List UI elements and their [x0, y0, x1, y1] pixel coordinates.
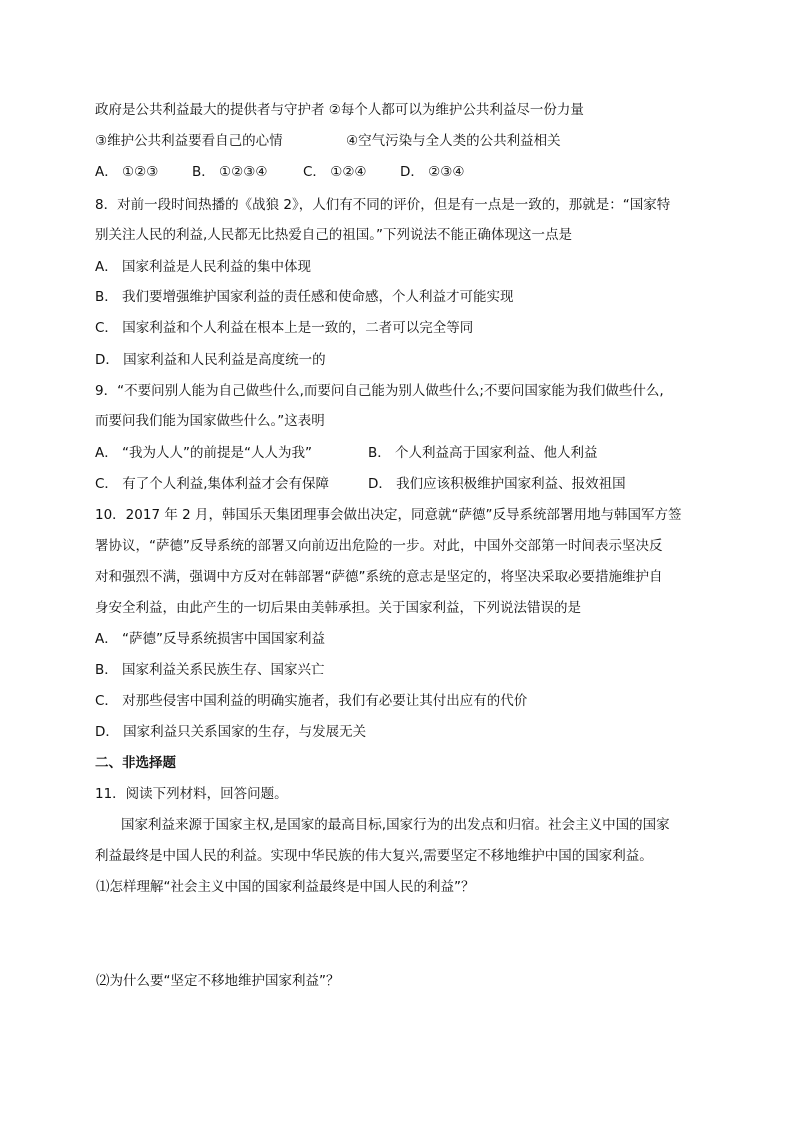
q10-stem-line4: 身安全利益，由此产生的一切后果由美韩承担。关于国家利益，下列说法错误的是 — [95, 600, 581, 616]
q8-option-b: B． 我们要增强维护国家利益的责任感和使命感，个人利益才可能实现 — [95, 289, 514, 305]
q10-option-b: B． 国家利益关系民族生存、国家兴亡 — [95, 662, 325, 678]
q10-stem-line1: 10．2017 年 2 月，韩国乐天集团理事会做出决定，同意就“萨德”反导系统部署用地与韩国军方签 — [95, 507, 682, 523]
q9-option-d: D． 我们应该积极维护国家利益、报效祖国 — [368, 476, 626, 492]
q10-option-c: C． 对那些侵害中国利益的明确实施者，我们有必要让其付出应有的代价 — [95, 693, 528, 709]
q9-stem-line2: 而要问我们能为国家做些什么。”这表明 — [95, 413, 325, 429]
q7-option-a: A． ①②③ — [95, 164, 159, 180]
q8-option-d: D． 国家利益和人民利益是高度统一的 — [95, 352, 326, 368]
q11-subquestion-2: ⑵为什么要“坚定不移地维护国家利益”？ — [96, 973, 340, 989]
q9-option-b: B． 个人利益高于国家利益、他人利益 — [368, 445, 598, 461]
q11-intro: 11．阅读下列材料，回答问题。 — [95, 786, 288, 802]
q10-option-d: D． 国家利益只关系国家的生存，与发展无关 — [95, 724, 367, 740]
q10-stem-line3: 对和强烈不满，强调中方反对在韩部署“萨德”系统的意志是坚定的，将坚决采取必要措施维护自 — [95, 569, 663, 585]
q11-material-line2: 利益最终是中国人民的利益。实现中华民族的伟大复兴,需要坚定不移地维护中国的国家利益。 — [95, 848, 653, 864]
q7-option-d: D． ②③④ — [400, 164, 465, 180]
q9-option-c: C． 有了个人利益,集体利益才会有保障 — [95, 476, 330, 492]
q10-stem-line2: 署协议，“萨德”反导系统的部署又向前迈出危险的一步。对此，中国外交部第一时间表示坚决反 — [95, 538, 663, 554]
q8-stem-line1: 8．对前一段时间热播的《战狼 2》，人们有不同的评价，但是有一点是一致的，那就是：“国家特 — [95, 197, 671, 213]
q7-option-c: C． ①②④ — [303, 164, 367, 180]
q9-option-a: A． “我为人人”的前提是“人人为我” — [95, 445, 313, 461]
q8-stem-line2: 别关注人民的利益,人民都无比热爱自己的祖国。”下列说法不能正确体现这一点是 — [95, 227, 573, 243]
q8-option-c: C． 国家利益和个人利益在根本上是一致的，二者可以完全等同 — [95, 320, 474, 336]
q11-material-line1: 国家利益来源于国家主权,是国家的最高目标,国家行为的出发点和归宿。社会主义中国的国家 — [121, 817, 670, 833]
q9-stem-line1: 9．“不要问别人能为自己做些什么,而要问自己能为别人做些什么;不要问国家能为我们做些什么, — [95, 383, 664, 399]
section-heading-non-choice: 二、非选择题 — [95, 755, 176, 771]
q10-option-a: A． “萨德”反导系统损害中国国家利益 — [95, 631, 326, 647]
q11-subquestion-1: ⑴怎样理解“社会主义中国的国家利益最终是中国人民的利益”？ — [96, 879, 475, 895]
q7-option-b: B． ①②③④ — [192, 164, 268, 180]
q7-statement-4: ④空气污染与全人类的公共利益相关 — [346, 133, 561, 149]
q7-statement-line1: 政府是公共利益最大的提供者与守护者 ②每个人都可以为维护公共利益尽一份力量 — [95, 102, 584, 118]
q8-option-a: A． 国家利益是人民利益的集中体现 — [95, 259, 312, 275]
q7-statement-3: ③维护公共利益要看自己的心情 — [95, 133, 283, 149]
